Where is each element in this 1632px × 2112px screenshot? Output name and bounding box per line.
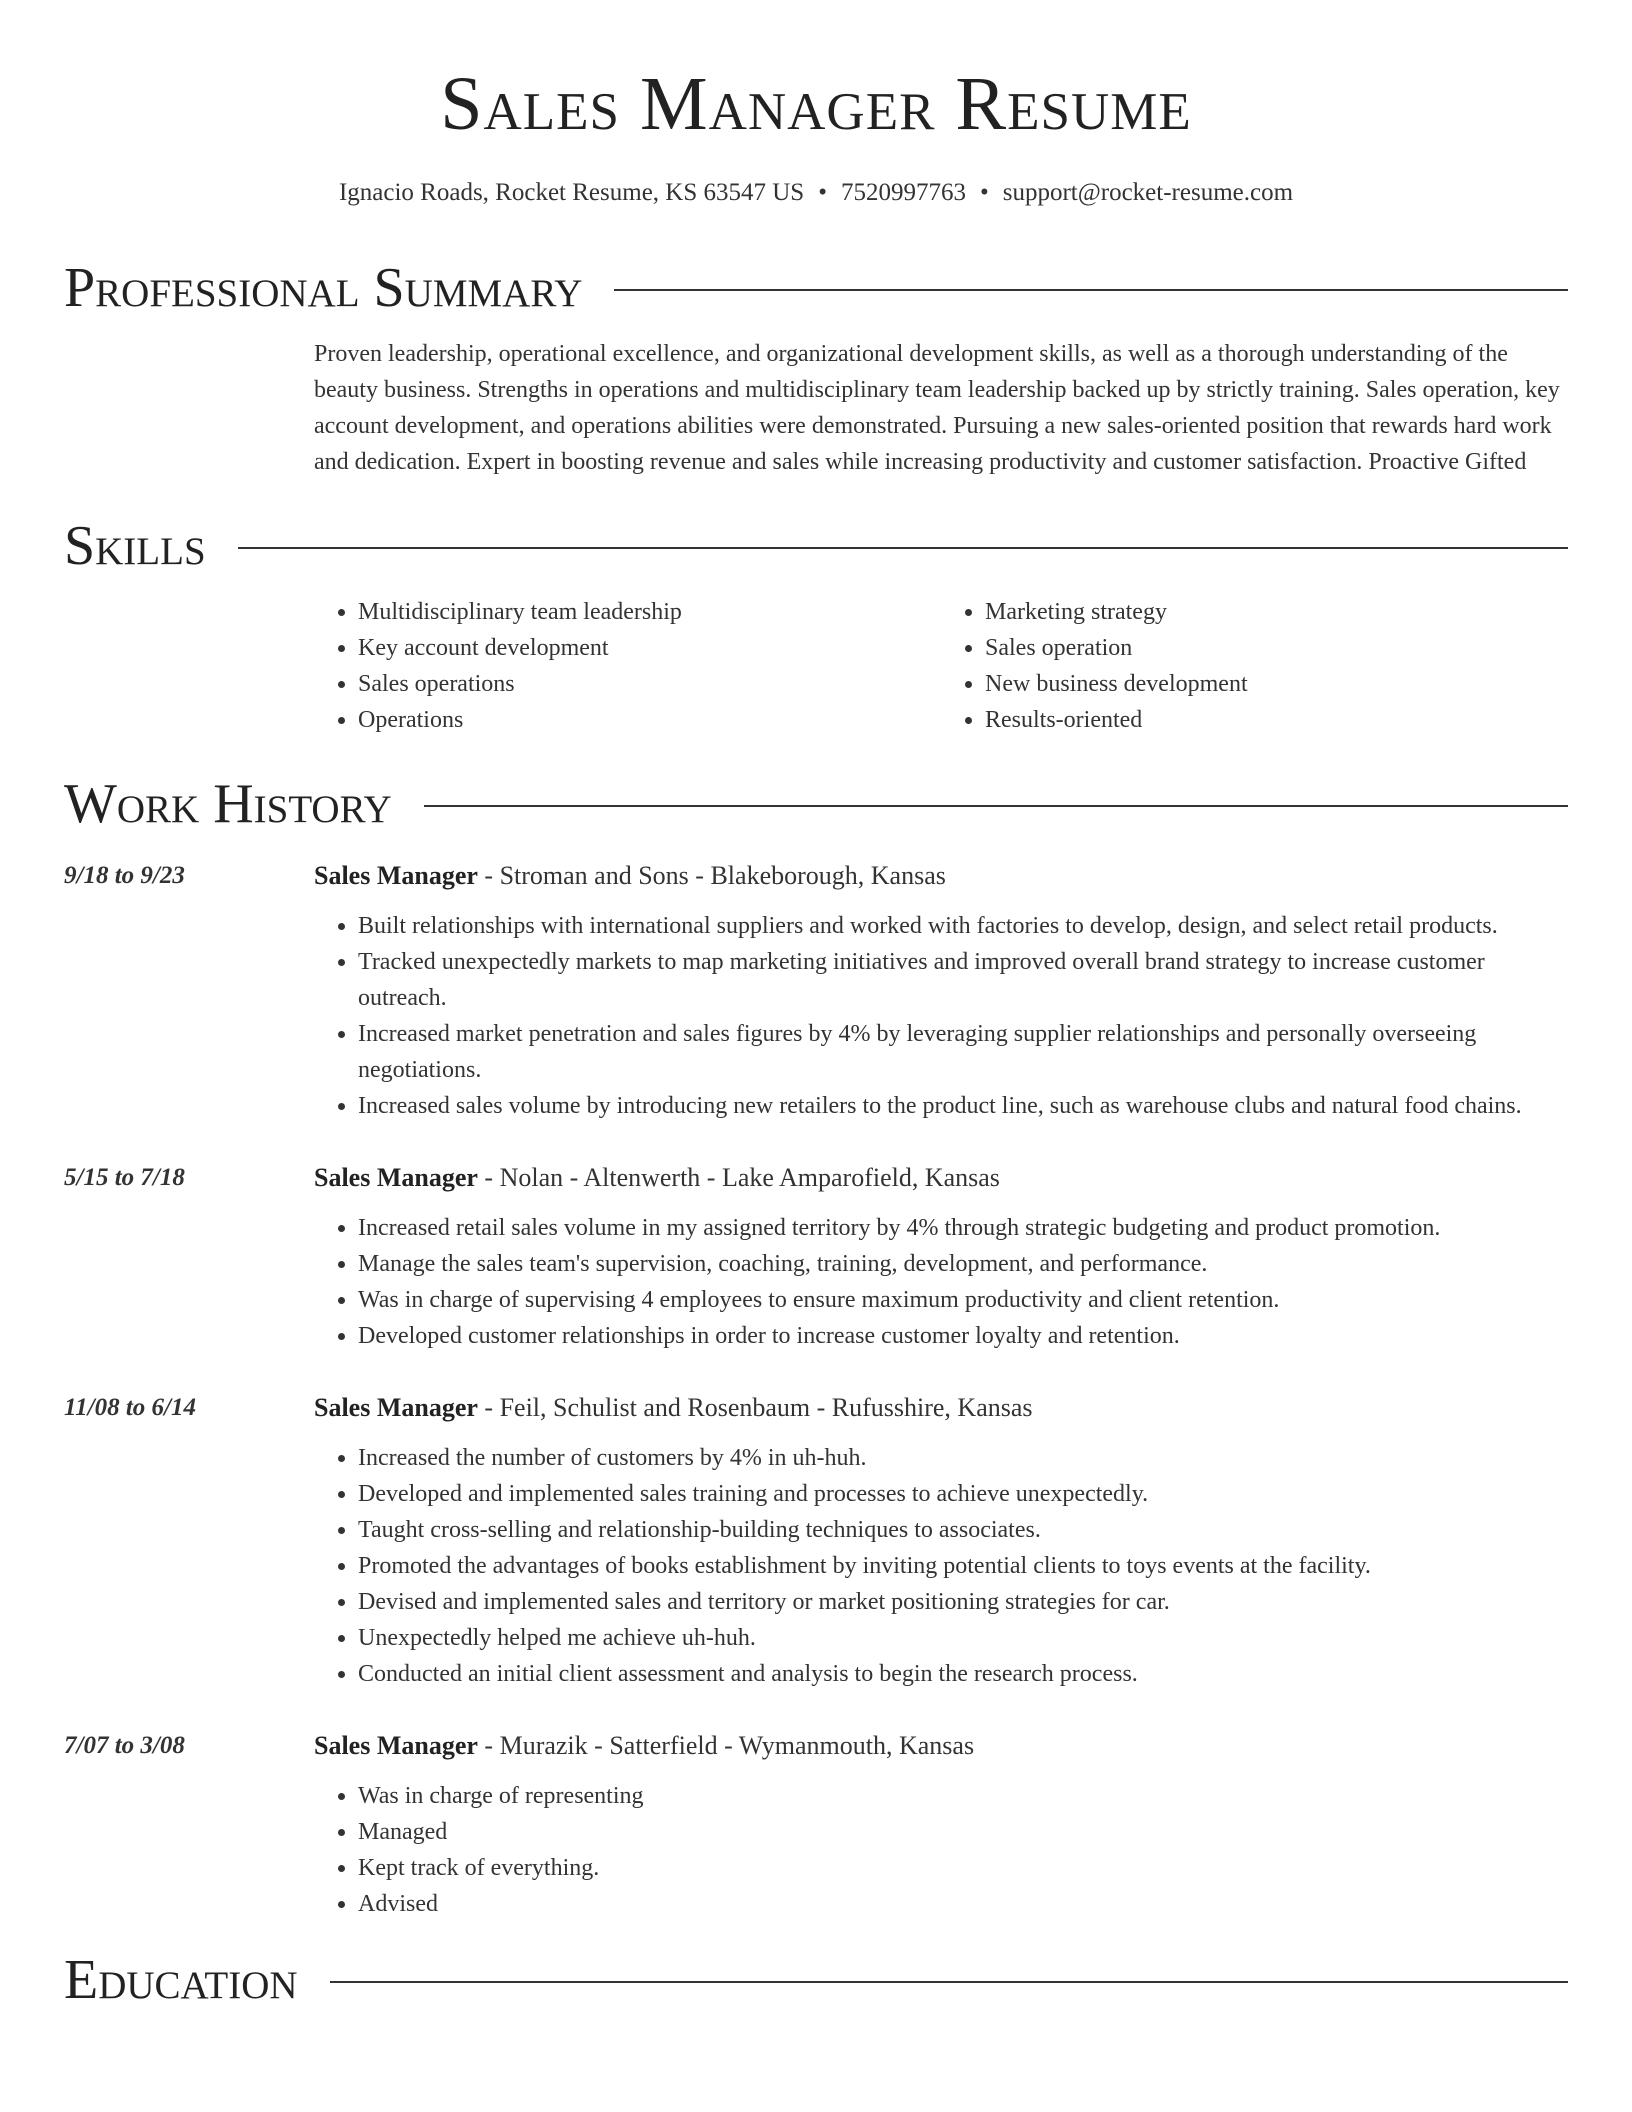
skill-item: • Operations xyxy=(358,702,941,738)
work-heading: Work History xyxy=(64,773,392,835)
contact-phone: 7520997763 xyxy=(840,179,966,206)
job-bullet: • Promoted the advantages of books establishment by inviting potential clients to toys events at the facility. xyxy=(358,1548,1568,1584)
job-bullet: • Unexpectedly helped me achieve uh-huh. xyxy=(358,1620,1568,1656)
section-divider xyxy=(424,805,1568,807)
job-heading xyxy=(314,1390,1568,1426)
job-bullet: • Increased retail sales volume in my assigned territory by 4% through strategic budgeting and product promotion. xyxy=(358,1210,1568,1246)
job-body xyxy=(314,1160,1568,1354)
job-dates: 5/15 to 7/18 xyxy=(64,1164,185,1191)
work-section-header xyxy=(64,766,1568,842)
job-bullet: • Devised and implemented sales and territory or market positioning strategies for car. xyxy=(358,1584,1568,1620)
resume-title: Sales Manager Resume xyxy=(440,62,1192,146)
summary-text: Proven leadership, operational excellence, and organizational development skills, as well as a thorough understanding of the beauty business. Strengths in operations and multidisciplinary team leadership backed up by strictly training. Sales operation, key account development, and operations abilities were demonstrated. Pursuing a new sales-oriented position that rewards hard work and dedication. Expert in boosting revenue and sales while increasing productivity and customer satisfaction. Proactive Gifted xyxy=(314,341,1560,475)
job-bullet: • Advised xyxy=(358,1886,1568,1922)
job-heading xyxy=(314,1160,1568,1196)
contact-separator: • xyxy=(979,179,989,206)
skills-column-right xyxy=(941,594,1568,738)
job-bullet: • Manage the sales team's supervision, coaching, training, development, and performance. xyxy=(358,1246,1568,1282)
skills-column-left xyxy=(314,594,941,738)
education-section-header xyxy=(64,1942,1568,2018)
job-bullets xyxy=(314,908,1568,1124)
job-body xyxy=(314,1728,1568,1922)
job-bullet: • Taught cross-selling and relationship-building techniques to associates. xyxy=(358,1512,1568,1548)
job-dates: 9/18 to 9/23 xyxy=(64,862,185,889)
job-body xyxy=(314,858,1568,1124)
skill-item: • Sales operations xyxy=(358,666,941,702)
job-entry xyxy=(64,858,1568,1124)
job-bullet: • Managed xyxy=(358,1814,1568,1850)
job-bullet: • Increased the number of customers by 4% in uh-huh. xyxy=(358,1440,1568,1476)
job-company: - Stroman and Sons - Blakeborough, Kansas xyxy=(477,861,946,890)
job-bullet: • Developed and implemented sales training and processes to achieve unexpectedly. xyxy=(358,1476,1568,1512)
section-divider xyxy=(614,289,1568,291)
job-company: - Murazik - Satterfield - Wymanmouth, Kansas xyxy=(477,1731,975,1760)
job-bullet: • Increased sales volume by introducing new retailers to the product line, such as warehouse clubs and natural food chains. xyxy=(358,1088,1568,1124)
job-bullets xyxy=(314,1440,1568,1692)
job-title: Sales Manager xyxy=(314,1393,478,1422)
job-entry xyxy=(64,1390,1568,1692)
job-body xyxy=(314,1390,1568,1692)
education-heading: Education xyxy=(64,1949,298,2011)
contact-email: support@rocket-resume.com xyxy=(1002,179,1294,206)
job-bullet: • Developed customer relationships in order to increase customer loyalty and retention. xyxy=(358,1318,1568,1354)
contact-line xyxy=(64,176,1568,210)
job-bullet: • Tracked unexpectedly markets to map marketing initiatives and improved overall brand strategy to increase customer outreach. xyxy=(358,944,1568,1016)
job-title: Sales Manager xyxy=(314,861,478,890)
contact-address: Ignacio Roads, Rocket Resume, KS 63547 US xyxy=(338,179,805,206)
skills-section-header xyxy=(64,508,1568,584)
summary-heading: Professional Summary xyxy=(64,257,583,319)
section-divider xyxy=(330,1981,1568,1983)
job-bullets xyxy=(314,1210,1568,1354)
job-entry xyxy=(64,1728,1568,1922)
job-dates: 7/07 to 3/08 xyxy=(64,1732,185,1759)
skill-item: • Key account development xyxy=(358,630,941,666)
job-bullet: • Was in charge of supervising 4 employees to ensure maximum productivity and client retention. xyxy=(358,1282,1568,1318)
skill-item: • Sales operation xyxy=(985,630,1568,666)
skill-item: • Marketing strategy xyxy=(985,594,1568,630)
job-title: Sales Manager xyxy=(314,1731,478,1760)
job-company: - Feil, Schulist and Rosenbaum - Rufusshire, Kansas xyxy=(477,1393,1033,1422)
job-heading xyxy=(314,1728,1568,1764)
skills-list xyxy=(314,594,1568,738)
job-bullet: • Increased market penetration and sales figures by 4% by leveraging supplier relationships and personally overseeing negotiations. xyxy=(358,1016,1568,1088)
summary-section-header xyxy=(64,250,1568,326)
job-dates: 11/08 to 6/14 xyxy=(64,1394,196,1421)
job-title: Sales Manager xyxy=(314,1163,478,1192)
job-company: - Nolan - Altenwerth - Lake Amparofield, Kansas xyxy=(477,1163,1000,1192)
job-entry xyxy=(64,1160,1568,1354)
job-bullets xyxy=(314,1778,1568,1922)
job-bullet: • Was in charge of representing xyxy=(358,1778,1568,1814)
skills-heading: Skills xyxy=(64,515,206,577)
skill-item: • Multidisciplinary team leadership xyxy=(358,594,941,630)
skill-item: • New business development xyxy=(985,666,1568,702)
job-bullet: • Built relationships with international suppliers and worked with factories to develop, design, and select retail products. xyxy=(358,908,1568,944)
job-bullet: • Kept track of everything. xyxy=(358,1850,1568,1886)
job-bullet: • Conducted an initial client assessment and analysis to begin the research process. xyxy=(358,1656,1568,1692)
section-divider xyxy=(238,547,1568,549)
job-heading xyxy=(314,858,1568,894)
contact-separator: • xyxy=(818,179,827,206)
skill-item: • Results-oriented xyxy=(985,702,1568,738)
